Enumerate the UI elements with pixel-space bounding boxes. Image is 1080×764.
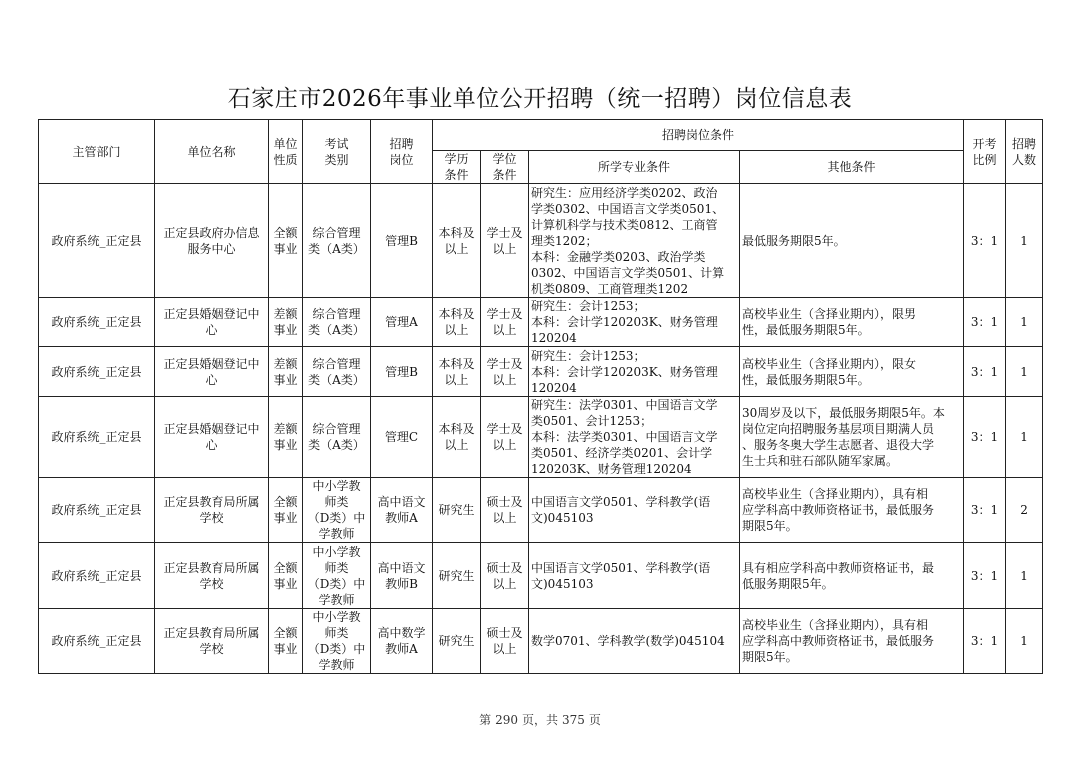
cell-exam: 中小学教 师类 （D类）中 学教师: [303, 478, 371, 543]
cell-degree: 学士及 以上: [481, 298, 529, 347]
cell-ratio: 3：1: [964, 543, 1006, 609]
cell-dept: 政府系统_正定县: [39, 347, 155, 397]
cell-edu: 研究生: [433, 543, 481, 609]
cell-degree: 学士及 以上: [481, 184, 529, 298]
cell-major: 研究生：会计1253； 本科：会计学120203K、财务管理 120204: [529, 298, 740, 347]
cell-dept: 政府系统_正定县: [39, 609, 155, 674]
cell-major: 研究生：应用经济学类0202、政治 学类0302、中国语言文学类0501、 计算机科学与技术类0812、工商管 理类1202； 本科：金融学类0203、政治学类 0302、中国语言文学类0501、计算 机类0809、工商管理类1202: [529, 184, 740, 298]
header-conditions: 招聘岗位条件: [433, 120, 964, 151]
cell-count: 1: [1006, 397, 1043, 478]
table-row: [39, 347, 1043, 397]
cell-edu: 本科及 以上: [433, 184, 481, 298]
cell-ratio: 3：1: [964, 478, 1006, 543]
footer-total: 375: [562, 713, 585, 727]
cell-other: 30周岁及以下，最低服务期限5年。本 岗位定向招聘服务基层项目期满人员 、服务冬奥大学生志愿者、退役大学 生士兵和驻石部队随军家属。: [740, 397, 964, 478]
cell-major: 研究生：会计1253； 本科：会计学120203K、财务管理 120204: [529, 347, 740, 397]
cell-nature: 全额 事业: [269, 609, 303, 674]
header-post: 招聘 岗位: [371, 120, 433, 184]
cell-degree: 学士及 以上: [481, 347, 529, 397]
cell-count: 2: [1006, 478, 1043, 543]
header-nature: 单位 性质: [269, 120, 303, 184]
cell-count: 1: [1006, 184, 1043, 298]
cell-ratio: 3：1: [964, 184, 1006, 298]
header-degree: 学位 条件: [481, 151, 529, 184]
cell-other: 具有相应学科高中教师资格证书，最 低服务期限5年。: [740, 543, 964, 609]
cell-post: 管理B: [371, 347, 433, 397]
cell-degree: 硕士及 以上: [481, 609, 529, 674]
cell-other: 高校毕业生（含择业期内），限女 性，最低服务期限5年。: [740, 347, 964, 397]
cell-edu: 本科及 以上: [433, 397, 481, 478]
cell-unit: 正定县教育局所属 学校: [155, 478, 269, 543]
header-count: 招聘 人数: [1006, 120, 1043, 184]
cell-other: 高校毕业生（含择业期内），限男 性，最低服务期限5年。: [740, 298, 964, 347]
cell-dept: 政府系统_正定县: [39, 543, 155, 609]
cell-nature: 全额 事业: [269, 543, 303, 609]
cell-unit: 正定县婚姻登记中 心: [155, 298, 269, 347]
cell-major: 数学0701、学科教学(数学)045104: [529, 609, 740, 674]
cell-count: 1: [1006, 298, 1043, 347]
cell-dept: 政府系统_正定县: [39, 397, 155, 478]
cell-edu: 本科及 以上: [433, 347, 481, 397]
cell-post: 管理C: [371, 397, 433, 478]
header-other: 其他条件: [740, 151, 964, 184]
footer-prefix: 第: [479, 713, 492, 727]
header-dept: 主管部门: [39, 120, 155, 184]
cell-exam: 综合管理 类（A类）: [303, 397, 371, 478]
footer-suffix: 页: [588, 713, 601, 727]
cell-post: 高中语文 教师B: [371, 543, 433, 609]
cell-ratio: 3：1: [964, 298, 1006, 347]
cell-count: 1: [1006, 543, 1043, 609]
cell-major: 中国语言文学0501、学科教学(语 文)045103: [529, 543, 740, 609]
cell-unit: 正定县教育局所属 学校: [155, 543, 269, 609]
cell-edu: 本科及 以上: [433, 298, 481, 347]
cell-exam: 综合管理 类（A类）: [303, 184, 371, 298]
cell-other: 最低服务期限5年。: [740, 184, 964, 298]
cell-dept: 政府系统_正定县: [39, 478, 155, 543]
table-row: [39, 298, 1043, 347]
cell-post: 管理B: [371, 184, 433, 298]
cell-dept: 政府系统_正定县: [39, 298, 155, 347]
header-edu: 学历 条件: [433, 151, 481, 184]
cell-nature: 差额 事业: [269, 298, 303, 347]
table-row: [39, 609, 1043, 674]
cell-exam: 综合管理 类（A类）: [303, 298, 371, 347]
cell-other: 高校毕业生（含择业期内），具有相 应学科高中教师资格证书，最低服务 期限5年。: [740, 478, 964, 543]
cell-major: 研究生：法学0301、中国语言文学 类0501、会计1253； 本科：法学类0301、中国语言文学 类0501、经济学类0201、会计学 120203K、财务管理120204: [529, 397, 740, 478]
cell-post: 高中语文 教师A: [371, 478, 433, 543]
cell-post: 高中数学 教师A: [371, 609, 433, 674]
cell-nature: 差额 事业: [269, 397, 303, 478]
cell-dept: 政府系统_正定县: [39, 184, 155, 298]
header-ratio: 开考 比例: [964, 120, 1006, 184]
table-row: [39, 478, 1043, 543]
footer-middle: 页，共: [521, 713, 558, 727]
page-title: 石家庄市2026年事业单位公开招聘（统一招聘）岗位信息表: [227, 86, 853, 112]
cell-other: 高校毕业生（含择业期内），具有相 应学科高中教师资格证书，最低服务 期限5年。: [740, 609, 964, 674]
cell-unit: 正定县婚姻登记中 心: [155, 397, 269, 478]
cell-degree: 硕士及 以上: [481, 478, 529, 543]
cell-post: 管理A: [371, 298, 433, 347]
cell-nature: 全额 事业: [269, 478, 303, 543]
cell-edu: 研究生: [433, 478, 481, 543]
cell-degree: 硕士及 以上: [481, 543, 529, 609]
cell-nature: 全额 事业: [269, 184, 303, 298]
page-footer: [0, 711, 1080, 728]
cell-count: 1: [1006, 609, 1043, 674]
cell-degree: 学士及 以上: [481, 397, 529, 478]
cell-major: 中国语言文学0501、学科教学(语 文)045103: [529, 478, 740, 543]
cell-nature: 差额 事业: [269, 347, 303, 397]
cell-ratio: 3：1: [964, 397, 1006, 478]
table-row: [39, 543, 1043, 609]
cell-exam: 综合管理 类（A类）: [303, 347, 371, 397]
cell-unit: 正定县婚姻登记中 心: [155, 347, 269, 397]
cell-unit: 正定县政府办信息 服务中心: [155, 184, 269, 298]
table-row: [39, 397, 1043, 478]
cell-ratio: 3：1: [964, 609, 1006, 674]
cell-ratio: 3：1: [964, 347, 1006, 397]
header-exam: 考试 类别: [303, 120, 371, 184]
footer-page: 290: [495, 713, 518, 727]
recruitment-table: [38, 119, 1043, 674]
table-row: [39, 184, 1043, 298]
header-unit: 单位名称: [155, 120, 269, 184]
cell-unit: 正定县教育局所属 学校: [155, 609, 269, 674]
cell-count: 1: [1006, 347, 1043, 397]
cell-exam: 中小学教 师类 （D类）中 学教师: [303, 543, 371, 609]
cell-exam: 中小学教 师类 （D类）中 学教师: [303, 609, 371, 674]
cell-edu: 研究生: [433, 609, 481, 674]
header-major: 所学专业条件: [529, 151, 740, 184]
